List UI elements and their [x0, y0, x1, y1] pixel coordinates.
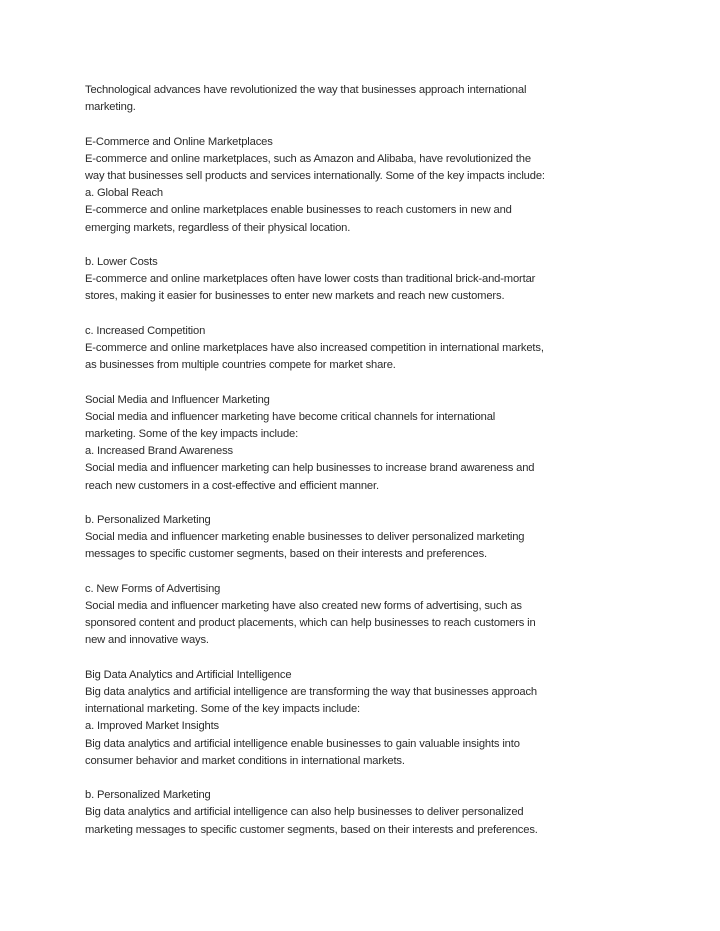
intro-line: Technological advances have revolutionized the way that businesses approach international	[85, 84, 527, 96]
item-title: a. Improved Market Insights	[85, 720, 219, 733]
paragraph-gap	[85, 770, 640, 787]
item-line: sponsored content and product placements, which can help businesses to reach customers in	[85, 617, 536, 630]
item-title: b. Personalized Marketing	[85, 514, 211, 526]
section-item	[85, 581, 640, 650]
item-line: reach new customers in a cost-effective and efficient manner.	[85, 479, 379, 492]
item-line: E-commerce and online marketplaces often have lower costs than traditional brick-and-mortar	[85, 273, 536, 286]
item-line: consumer behavior and market conditions in international markets.	[85, 754, 405, 767]
item-line: Social media and influencer marketing enable businesses to deliver personalized marketing	[85, 531, 525, 544]
item-line: Big data analytics and artificial intelligence can also help businesses to deliver personalized	[85, 806, 524, 819]
section	[85, 392, 640, 650]
paragraph-gap	[85, 116, 640, 133]
item-line: new and innovative ways.	[85, 634, 209, 647]
section-item	[85, 787, 640, 839]
item-title: b. Personalized Marketing	[85, 789, 211, 802]
section-heading: E-Commerce and Online Marketplaces	[85, 135, 273, 148]
section-item	[85, 185, 640, 237]
section-item	[85, 718, 640, 770]
paragraph-gap	[85, 374, 640, 391]
section-item	[85, 323, 640, 375]
section-item	[85, 443, 640, 495]
item-title: c. New Forms of Advertising	[85, 582, 221, 595]
item-line: messages to specific customer segments, based on their interests and preferences.	[85, 548, 487, 561]
section-intro-line: Big data analytics and artificial intelligence are transforming the way that businesses approach	[85, 686, 538, 698]
item-line: Big data analytics and artificial intelligence enable businesses to gain valuable insights into	[85, 737, 520, 750]
item-line: emerging markets, regardless of their physical location.	[85, 221, 351, 234]
paragraph-gap	[85, 650, 640, 667]
paragraph-gap	[85, 495, 640, 512]
section-intro-line: Social media and influencer marketing have become critical channels for international	[85, 410, 496, 423]
paragraph-gap	[85, 237, 640, 254]
item-title: a. Increased Brand Awareness	[85, 445, 233, 458]
section-heading: Big Data Analytics and Artificial Intelligence	[85, 668, 292, 681]
item-title: a. Global Reach	[85, 187, 163, 200]
section-intro-line: international marketing. Some of the key impacts include:	[85, 703, 361, 716]
item-line: Social media and influencer marketing can help businesses to increase brand awareness and	[85, 462, 535, 475]
section-heading: Social Media and Influencer Marketing	[85, 393, 270, 406]
intro-line: marketing.	[85, 101, 136, 114]
paragraph-gap	[85, 306, 640, 323]
section-item	[85, 512, 640, 564]
item-line: Social media and influencer marketing have also created new forms of advertising, such as	[85, 600, 522, 612]
item-line: as businesses from multiple countries compete for market share.	[85, 359, 396, 372]
item-line: E-commerce and online marketplaces enable businesses to reach customers in new and	[85, 204, 512, 217]
section-intro-line: E-commerce and online marketplaces, such as Amazon and Alibaba, have revolutionized the	[85, 152, 531, 165]
section-intro-line: way that businesses sell products and services internationally. Some of the key impacts include:	[85, 170, 545, 182]
document-body	[85, 82, 640, 839]
section	[85, 667, 640, 839]
intro-paragraph	[85, 82, 640, 116]
item-title: b. Lower Costs	[85, 256, 158, 268]
item-line: stores, making it easier for businesses to enter new markets and reach new customers.	[85, 290, 505, 303]
item-title: c. Increased Competition	[85, 324, 206, 337]
paragraph-gap	[85, 564, 640, 581]
item-line: E-commerce and online marketplaces have also increased competition in international markets,	[85, 342, 544, 354]
item-line: marketing messages to specific customer segments, based on their interests and preferences.	[85, 823, 538, 836]
section-intro-line: marketing. Some of the key impacts include:	[85, 428, 299, 440]
section	[85, 134, 640, 375]
section-item	[85, 254, 640, 306]
